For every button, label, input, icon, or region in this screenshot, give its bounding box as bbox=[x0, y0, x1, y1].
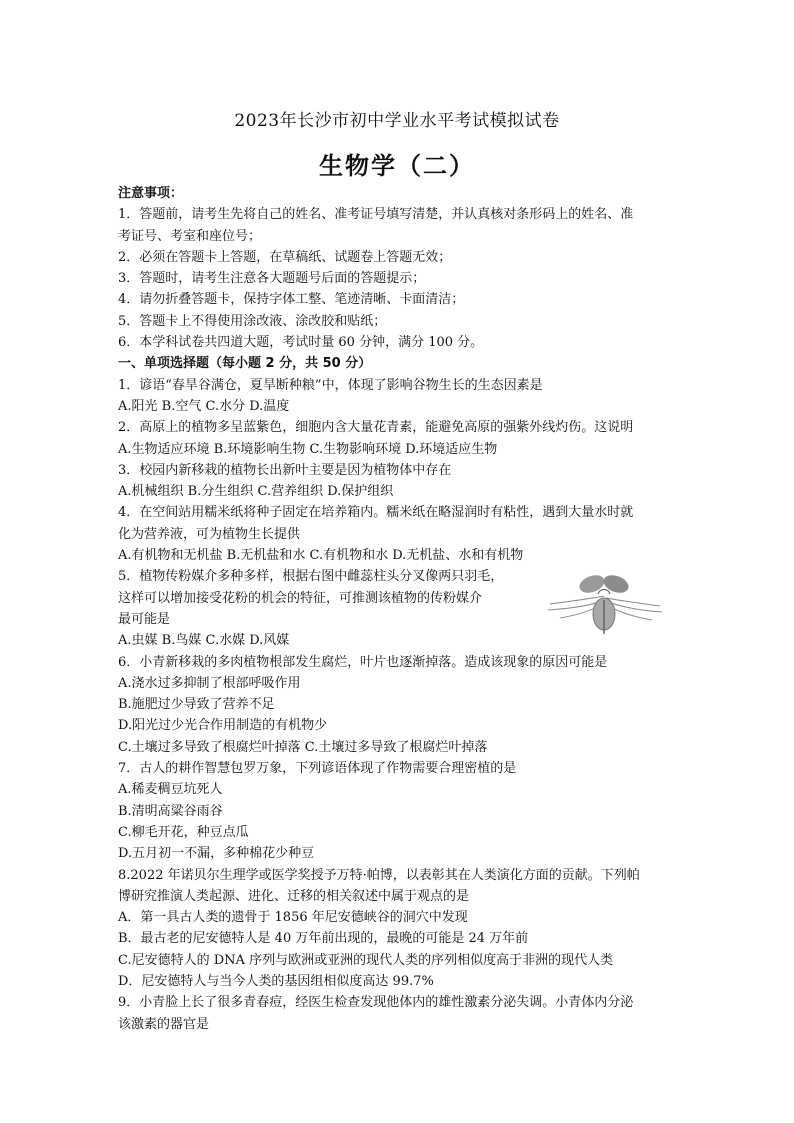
question-2-stem: 2．高原上的植物多呈蓝紫色，细胞内含大量花青素，能避免高原的强紫外线灼伤。这说明 bbox=[118, 420, 634, 436]
note-line: 考证号、考室和座位号； bbox=[118, 228, 262, 244]
question-1-options: A.阳光 B.空气 C.水分 D.温度 bbox=[118, 398, 290, 414]
note-line: 1．答题前，请考生先将自己的姓名、准考证号填写清楚，并认真核对条形码上的姓名、准 bbox=[118, 207, 634, 223]
question-2-options: A.生物适应环境 B.环境影响生物 C.生物影响环境 D.环境适应生物 bbox=[118, 441, 498, 457]
question-8-stem-cont: 博研究推演人类起源、进化、迁移的相关叙述中属于观点的是 bbox=[118, 888, 470, 904]
question-7-option: A.稀麦稠豆坑死人 bbox=[118, 782, 223, 798]
exam-title: 2023年长沙市初中学业水平考试模拟试卷 bbox=[234, 111, 560, 131]
note-line: 2．必须在答题卡上答题，在草稿纸、试题卷上答题无效； bbox=[118, 249, 452, 265]
question-4-stem-cont: 化为营养液，可为植物生长提供 bbox=[118, 526, 301, 542]
note-line: 4．请勿折叠答题卡，保持字体工整、笔迹清晰、卡面清洁； bbox=[118, 292, 465, 308]
question-5-options: A.虫媒 B.鸟媒 C.水媒 D.风媒 bbox=[118, 633, 290, 649]
question-9-stem: 9．小青脸上长了很多青春痘，经医生检查发现他体内的雄性激素分泌失调。小青体内分泌 bbox=[118, 995, 634, 1011]
notes-heading: 注意事项： bbox=[118, 186, 184, 201]
question-7-option: D.五月初一不漏，多种棉花少种豆 bbox=[118, 846, 315, 862]
question-4-stem: 4．在空间站用糯米纸将种子固定在培养箱内。糯米纸在略湿润时有粘性，遇到大量水时就 bbox=[118, 505, 634, 521]
note-line: 5．答题卡上不得使用涂改液、涂改胶和贴纸； bbox=[118, 313, 387, 329]
question-6-stem: 6．小青新移栽的多肉植物根部发生腐烂，叶片也逐渐掉落。造成该现象的原因可能是 bbox=[118, 654, 608, 670]
question-8-option: A．第一具古人类的遗骨于 1856 年尼安德峡谷的洞穴中发现 bbox=[118, 910, 468, 926]
question-5-stem-cont: 这样可以增加接受花粉的机会的特征，可推测该植物的传粉媒介 bbox=[118, 590, 483, 606]
question-4-options: A.有机物和无机盐 B.无机盐和水 C.有机物和水 D.无机盐、水和有机物 bbox=[118, 548, 524, 564]
question-5-stem: 5．植物传粉媒介多种多样，根据右图中雌蕊柱头分叉像两只羽毛， bbox=[118, 569, 504, 585]
question-3-options: A.机械组织 B.分生组织 C.营养组织 D.保护组织 bbox=[118, 484, 394, 500]
question-7-option: C.柳毛开花，种豆点瓜 bbox=[118, 824, 249, 840]
question-3-stem: 3．校园内新移栽的植物长出新叶主要是因为植物体中存在 bbox=[118, 462, 452, 478]
question-6-option: D.阳光过少光合作用制造的有机物少 bbox=[118, 718, 328, 734]
question-6-option: C.土壤过多导致了根腐烂叶掉落 C.土壤过多导致了根腐烂叶掉落 bbox=[118, 739, 488, 755]
question-8-option: B．最古老的尼安德特人是 40 万年前出现的，最晚的可能是 24 万年前 bbox=[118, 931, 529, 947]
question-7-option: B.清明高粱谷雨谷 bbox=[118, 803, 223, 819]
question-5-stem-cont: 最可能是 bbox=[118, 611, 171, 627]
note-line: 6．本学科试卷共四道大题，考试时量 60 分钟，满分 100 分。 bbox=[118, 335, 484, 351]
question-8-option: C.尼安德特人的 DNA 序列与欧洲或亚洲的现代人类的序列相似度高于非洲的现代人类 bbox=[118, 952, 614, 968]
exam-subtitle: 生物学（二） bbox=[319, 152, 475, 180]
question-8-option: D．尼安德特人与当今人类的基因组相似度高达 99.7% bbox=[118, 973, 434, 989]
question-9-stem-cont: 该激素的器官是 bbox=[118, 1016, 210, 1032]
pistil-feather-figure bbox=[540, 570, 670, 634]
question-8-stem: 8.2022 年诺贝尔生理学或医学奖授予万特·帕博，以表彰其在人类演化方面的贡献。下列帕 bbox=[118, 867, 640, 883]
question-1-stem: 1．谚语“春旱谷满仓，夏旱断种粮”中，体现了影响谷物生长的生态因素是 bbox=[118, 377, 543, 393]
section-heading: 一、单项选择题（每小题 2 分，共 50 分） bbox=[118, 356, 372, 372]
question-6-option: A.浇水过多抑制了根部呼吸作用 bbox=[118, 675, 301, 691]
question-7-stem: 7．古人的耕作智慧包罗万象，下列谚语体现了作物需要合理密植的是 bbox=[118, 761, 517, 777]
note-line: 3．答题时，请考生注意各大题题号后面的答题提示； bbox=[118, 271, 426, 287]
question-6-option: B.施肥过少导致了营养不足 bbox=[118, 697, 275, 713]
